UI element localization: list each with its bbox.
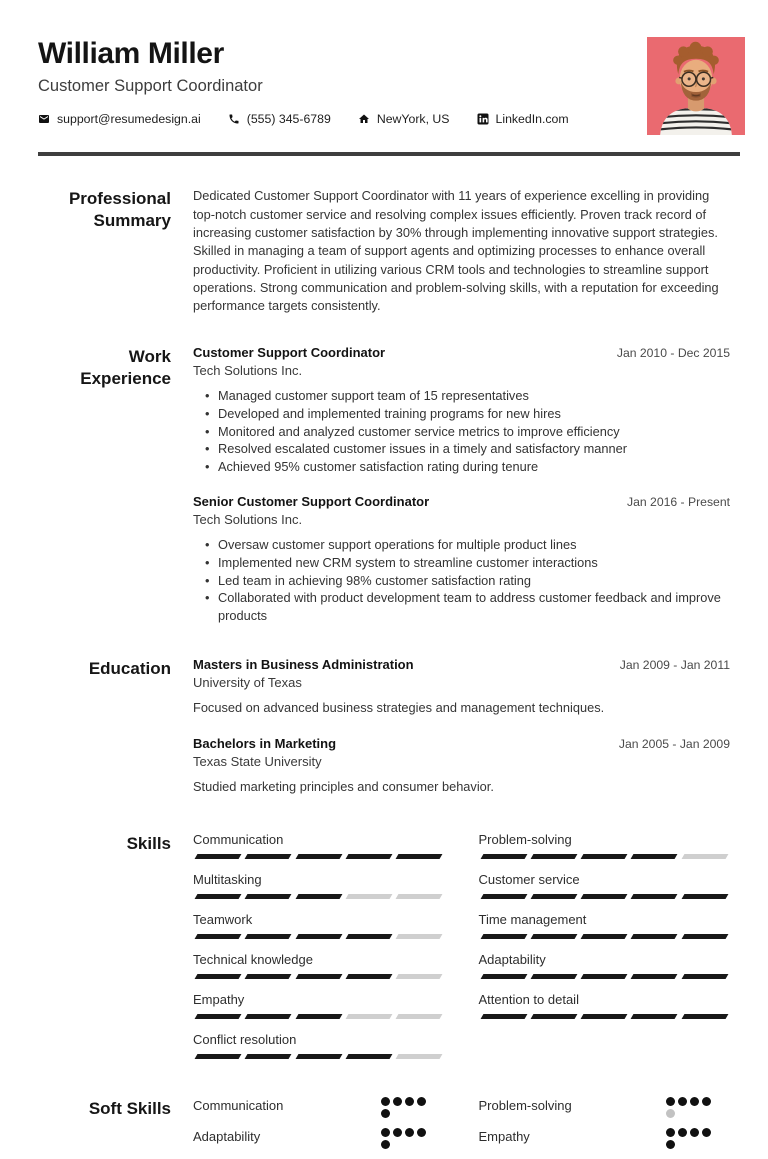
education-entry bbox=[193, 736, 730, 796]
contact-linkedin-text: LinkedIn.com bbox=[495, 112, 569, 127]
person-name: William Miller bbox=[38, 37, 224, 70]
degree-school: University of Texas bbox=[193, 675, 302, 691]
section-label-work-experience: Work Experience bbox=[80, 347, 171, 389]
header-divider bbox=[38, 152, 740, 156]
degree-description: Studied marketing principles and consumer behavior. bbox=[193, 779, 494, 794]
skill-name: Technical knowledge bbox=[193, 951, 313, 967]
contact-location[interactable] bbox=[358, 112, 450, 126]
section-label-skills: Skills bbox=[126, 833, 171, 853]
section-soft-skills bbox=[38, 1097, 740, 1159]
skill-level-bar bbox=[479, 1014, 731, 1019]
soft-skill-name: Empathy bbox=[478, 1128, 530, 1144]
contact-email-text: support@resumedesign.ai bbox=[57, 112, 201, 127]
degree-dates: Jan 2005 - Jan 2009 bbox=[618, 737, 730, 751]
job-bullet: • Developed and implemented training programs for new hires bbox=[205, 405, 730, 423]
skill-level-bar bbox=[193, 974, 445, 979]
job-bullet: • Collaborated with product development team to address customer feedback and improve products bbox=[205, 589, 730, 624]
job-title: Customer Support Coordinator bbox=[193, 345, 386, 361]
soft-skill-name: Communication bbox=[193, 1097, 284, 1113]
skill-name: Attention to detail bbox=[478, 991, 579, 1007]
skill-level-bar bbox=[193, 1014, 445, 1019]
linkedin-icon bbox=[477, 113, 489, 125]
soft-skill-dots bbox=[381, 1128, 429, 1149]
soft-skill-dots bbox=[666, 1128, 714, 1149]
person-job-title: Customer Support Coordinator bbox=[38, 77, 263, 96]
degree-dates: Jan 2009 - Jan 2011 bbox=[619, 658, 730, 673]
skill-item bbox=[193, 992, 445, 1019]
skill-name: Empathy bbox=[193, 991, 245, 1007]
job-bullet-list bbox=[205, 536, 730, 624]
job-bullet: • Managed customer support team of 15 representatives bbox=[205, 387, 730, 405]
soft-skill-item bbox=[479, 1128, 731, 1158]
job-bullet: • Monitored and analyzed customer service metrics to improve efficiency bbox=[205, 423, 730, 441]
skill-name: Time management bbox=[478, 911, 587, 927]
job-bullet: • Oversaw customer support operations for multiple product lines bbox=[205, 536, 730, 554]
contact-email[interactable] bbox=[38, 112, 201, 126]
contact-row bbox=[38, 112, 740, 126]
skill-name: Customer service bbox=[478, 871, 580, 887]
soft-skills-column-left bbox=[193, 1097, 445, 1159]
degree-school: Texas State University bbox=[193, 754, 322, 769]
phone-icon bbox=[228, 113, 240, 125]
skill-level-bar bbox=[193, 934, 445, 939]
skill-level-bar bbox=[193, 854, 445, 859]
skill-item bbox=[193, 832, 445, 859]
section-label-education: Education bbox=[88, 659, 171, 679]
section-skills bbox=[38, 832, 740, 1072]
skills-column-left bbox=[193, 832, 445, 1072]
section-label-professional-summary: Professional Summary bbox=[68, 189, 171, 231]
profile-photo-illustration bbox=[647, 37, 745, 135]
contact-phone[interactable] bbox=[228, 112, 331, 126]
job-bullet-list bbox=[205, 387, 730, 475]
resume-header bbox=[0, 0, 768, 126]
email-icon bbox=[38, 113, 50, 125]
contact-linkedin[interactable] bbox=[477, 112, 569, 126]
job-entry bbox=[193, 494, 730, 624]
job-bullet: • Led team in achieving 98% customer satisfaction rating bbox=[205, 572, 730, 590]
soft-skill-item bbox=[193, 1128, 445, 1158]
soft-skill-name: Adaptability bbox=[193, 1128, 261, 1144]
soft-skill-dots bbox=[381, 1097, 429, 1118]
home-icon bbox=[358, 113, 370, 125]
section-education bbox=[38, 657, 740, 795]
job-dates: Jan 2016 - Present bbox=[627, 495, 730, 510]
section-professional-summary bbox=[38, 187, 740, 315]
job-bullet: • Achieved 95% customer satisfaction rating during tenure bbox=[205, 458, 730, 476]
degree-title: Masters in Business Administration bbox=[193, 657, 414, 673]
job-bullet: • Implemented new CRM system to streamline customer interactions bbox=[205, 554, 730, 572]
section-work-experience bbox=[38, 345, 740, 624]
professional-summary-text: Dedicated Customer Support Coordinator with 11 years of experience excelling in providing top-notch customer service and resolving complex issues efficiently. Proven track record of increasing customer satisfaction by 30% through implementing innovative support strategies. Skilled in managing a team of support agents and optimizing processes to enhance overall productivity. Proficient in utilizing various CRM tools and technologies to streamline support operations. Strong communication and problem-solving skills, with a reputation for exceeding performance targets consistently. bbox=[193, 188, 719, 314]
section-label-soft-skills: Soft Skills bbox=[88, 1098, 171, 1118]
job-dates: Jan 2010 - Dec 2015 bbox=[616, 346, 730, 361]
skills-column-right bbox=[479, 832, 731, 1072]
skill-level-bar bbox=[479, 854, 731, 859]
skill-name: Adaptability bbox=[478, 951, 546, 967]
skill-level-bar bbox=[479, 934, 731, 939]
skill-item bbox=[479, 872, 731, 899]
soft-skill-name: Problem-solving bbox=[478, 1097, 572, 1113]
job-company: Tech Solutions Inc. bbox=[193, 512, 303, 528]
soft-skill-dots bbox=[666, 1097, 714, 1118]
skill-item bbox=[479, 992, 731, 1019]
skill-item bbox=[193, 912, 445, 939]
soft-skills-column-right bbox=[479, 1097, 731, 1159]
profile-photo bbox=[647, 37, 745, 135]
skill-name: Multitasking bbox=[193, 871, 262, 887]
soft-skill-item bbox=[479, 1097, 731, 1127]
skill-name: Problem-solving bbox=[478, 831, 572, 847]
skill-level-bar bbox=[193, 1054, 445, 1059]
job-entry bbox=[193, 345, 730, 475]
education-entry bbox=[193, 657, 730, 717]
skill-item bbox=[193, 952, 445, 979]
resume-body bbox=[0, 187, 768, 1158]
job-bullet: • Resolved escalated customer issues in a timely and satisfactory manner bbox=[205, 440, 730, 458]
skill-item bbox=[479, 912, 731, 939]
job-title: Senior Customer Support Coordinator bbox=[193, 494, 430, 510]
soft-skill-item bbox=[193, 1097, 445, 1127]
skill-item bbox=[193, 872, 445, 899]
skill-level-bar bbox=[193, 894, 445, 899]
contact-location-text: NewYork, US bbox=[376, 112, 450, 127]
degree-description: Focused on advanced business strategies and management techniques. bbox=[193, 700, 605, 716]
job-company: Tech Solutions Inc. bbox=[193, 363, 303, 379]
degree-title: Bachelors in Marketing bbox=[193, 736, 337, 751]
skill-item bbox=[479, 952, 731, 979]
skill-name: Conflict resolution bbox=[193, 1031, 297, 1047]
skill-name: Communication bbox=[193, 831, 284, 847]
contact-phone-text: (555) 345-6789 bbox=[246, 112, 331, 127]
skill-item bbox=[193, 1032, 445, 1059]
skill-level-bar bbox=[479, 974, 731, 979]
skill-name: Teamwork bbox=[193, 911, 253, 927]
skill-item bbox=[479, 832, 731, 859]
skill-level-bar bbox=[479, 894, 731, 899]
